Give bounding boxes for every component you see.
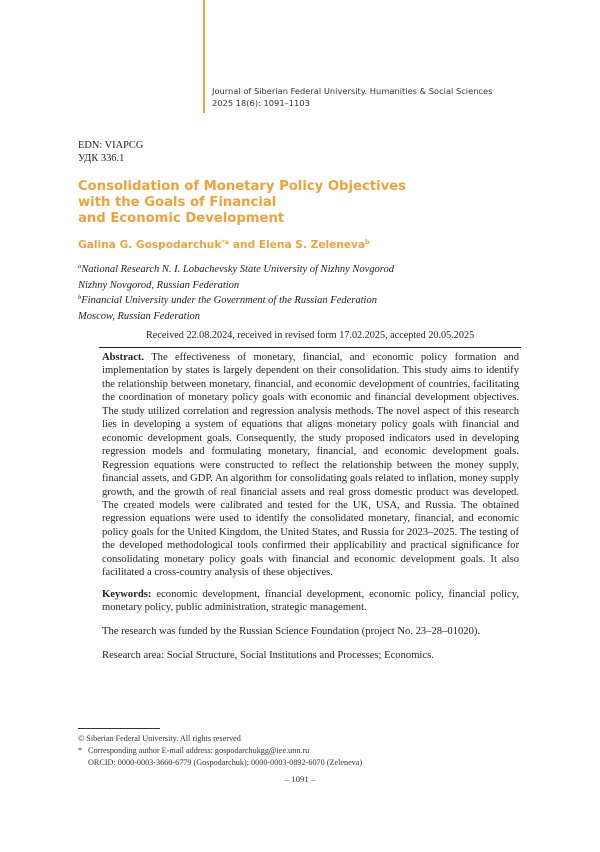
author-name: Elena S. Zeleneva [258, 239, 366, 251]
received-dates: Received 22.08.2024, received in revised form 17.02.2025, accepted 20.05.2025 [146, 330, 475, 341]
journal-citation: 2025 18(6): 1091–1103 [212, 98, 310, 108]
affiliation-marker: b [78, 294, 82, 302]
affiliation-institution: Financial University under the Government of the Russian Federation [81, 295, 377, 307]
footnote-marker: * [78, 746, 83, 755]
page-number: – 1091 – [284, 774, 316, 784]
affiliation-marker: a [78, 263, 82, 270]
abstract-label: Abstract. [102, 352, 145, 363]
journal-name: Journal of Siberian Federal University. Humanities & Social Sciences [212, 86, 493, 96]
funding-statement: The research was funded by the Russian Science Foundation (project No. 23–28–01020). [102, 625, 481, 637]
affiliation-a-location: Nizhny Novgorod, Russian Federation [78, 279, 240, 291]
corresponding-author-email: Corresponding author E-mail address: gospodarchukgg@iee.unn.ru [88, 746, 310, 755]
author-conjunction: and [229, 239, 259, 251]
keywords-text: economic development, financial development, economic policy, financial policy, monetary policy, public administration, strategic management. [102, 588, 519, 614]
affiliation-b-location: Moscow, Russian Federation [78, 310, 201, 322]
footnote-rule [78, 728, 160, 729]
orcid-note: ORCID: 0000-0003-3660-6779 (Gospodarchuk); 0000-0003-0892-6070 (Zeleneva) [88, 758, 363, 767]
article-identifiers [78, 139, 143, 165]
abstract [102, 351, 519, 580]
affiliation-b [78, 293, 394, 309]
author-marker: *a [221, 238, 230, 246]
author-list [78, 239, 370, 252]
abstract-text: The effectiveness of monetary, financial, and economic policy formation and implementation by states is largely dependent on their consolidation. This study aims to identify the relationship between monetary, financial, and economic development of countries, facilitating the coordination of monetary policy goals with economic and financial development objectives. The study utilized correlation and regression analysis methods. The novel aspect of this research lies in developing a system of equations that aligns monetary policy goals with financial and economic development goals. Consequently, the study proposed indicators used in developing regression models and formulating monetary, financial, and economic development goals. Regression equations were constructed to reflect the relationship between the money supply, financial assets, and GDP. An algorithm for consolidating goals related to inflation, money supply growth, and the growth of real financial assets and real gross domestic product was developed. The created models were calibrated and tested for the UK, USA, and Russia. The obtained regression equations were used to identify the consolidated monetary, financial, and economic policy goals for the United Kingdom, the United States, and Russia for 2023–2025. The testing of the developed methodological tools confirmed their applicability and practical significance for consolidating monetary policy goals with financial and economic development goals. It also facilitated a cross-country analysis of these objectives. [102, 352, 519, 579]
article-title [78, 179, 518, 227]
corresponding-author-note [78, 745, 362, 757]
title-line-3: and Economic Development [78, 211, 285, 226]
udk-code: УДК 336.1 [78, 153, 125, 164]
journal-header [212, 85, 492, 109]
journal-accent-bar [203, 0, 205, 113]
copyright-note: © Siberian Federal University. All rights reserved [78, 734, 241, 743]
author-marker: b [365, 238, 370, 246]
edn-code: EDN: VIAPCG [78, 140, 144, 151]
section-divider [99, 347, 521, 348]
keywords [102, 588, 519, 615]
footnotes [78, 733, 362, 769]
article-front-matter [102, 351, 519, 663]
research-area: Research area: Social Structure, Social Institutions and Processes; Economics. [102, 650, 434, 662]
keywords-label: Keywords: [102, 588, 152, 600]
title-line-2: with the Goals of Financial [78, 195, 277, 210]
affiliations [78, 262, 394, 324]
author-name: Galina G. Gospodarchuk [78, 239, 222, 251]
title-line-1: Consolidation of Monetary Policy Objectives [78, 179, 406, 194]
affiliation-institution: National Research N. I. Lobachevsky State University of Nizhny Novgorod [81, 264, 394, 275]
affiliation-a [78, 262, 394, 278]
